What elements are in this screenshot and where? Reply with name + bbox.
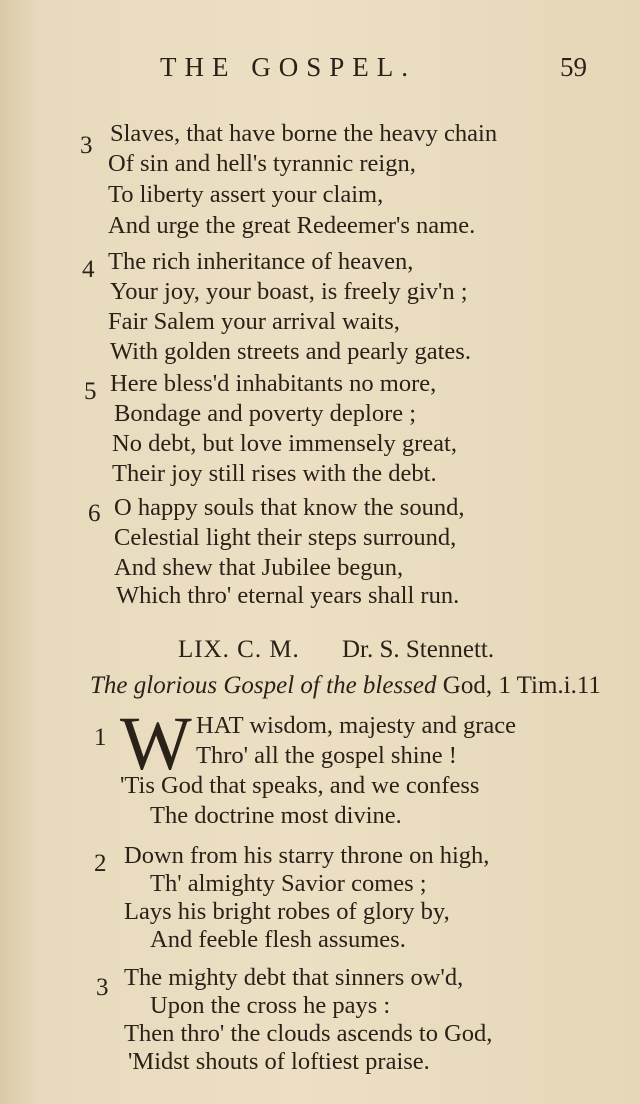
verse-line: Of sin and hell's tyrannic reign,	[108, 150, 416, 177]
scripture-citation: God, 1 Tim.i.11	[436, 672, 601, 699]
verse-line: 'Midst shouts of loftiest praise.	[128, 1048, 430, 1075]
verse-line: To liberty assert your claim,	[108, 181, 384, 208]
stanza-number: 5	[84, 378, 97, 405]
hymn-heading	[0, 636, 640, 670]
stanza-number: 3	[80, 132, 93, 159]
verse-line: Your joy, your boast, is freely giv'n ;	[110, 278, 468, 305]
verse-line: Then thro' the clouds ascends to God,	[124, 1020, 493, 1047]
stanza-number: 3	[96, 974, 109, 1001]
verse-line: HAT wisdom, majesty and grace	[196, 712, 517, 739]
verse-line: Th' almighty Savior comes ;	[150, 870, 427, 897]
verse-line: O happy souls that know the sound,	[114, 494, 465, 521]
verse-line: Slaves, that have borne the heavy chain	[110, 120, 498, 147]
drop-cap: W	[120, 702, 192, 786]
page-number: 59	[560, 52, 587, 82]
scripture-text: The glorious Gospel of the blessed	[90, 672, 437, 699]
stanza-number: 2	[94, 850, 107, 877]
stanza-number: 6	[88, 500, 101, 527]
verse-line: Celestial light their steps surround,	[114, 524, 457, 551]
stanza-number: 1	[94, 724, 107, 751]
verse-line: Their joy still rises with the debt.	[112, 460, 437, 487]
verse-line: 'Tis God that speaks, and we confess	[120, 772, 480, 799]
stanza-number: 4	[82, 256, 95, 283]
page-header	[0, 52, 640, 92]
verse-line: And shew that Jubilee begun,	[114, 554, 404, 581]
verse-line: Fair Salem your arrival waits,	[108, 308, 400, 335]
verse-line: Here bless'd inhabitants no more,	[110, 370, 437, 397]
verse-line: No debt, but love immensely great,	[112, 430, 457, 457]
verse-line: The rich inheritance of heaven,	[108, 248, 414, 275]
verse-line: With golden streets and pearly gates.	[110, 338, 471, 365]
verse-line: The doctrine most divine.	[150, 802, 402, 829]
verse-line: And urge the great Redeemer's name.	[108, 212, 476, 239]
verse-line: Lays his bright robes of glory by,	[124, 898, 450, 925]
verse-line: Bondage and poverty deplore ;	[114, 400, 417, 427]
scripture-reference	[90, 672, 630, 706]
verse-line: And feeble flesh assumes.	[150, 926, 406, 953]
verse-line: The mighty debt that sinners ow'd,	[124, 964, 464, 991]
hymn-number: LIX. C. M.	[178, 636, 300, 663]
verse-line: Upon the cross he pays :	[150, 992, 391, 1019]
verse-line: Which thro' eternal years shall run.	[116, 582, 460, 609]
hymn-author: Dr. S. Stennett.	[342, 636, 495, 663]
verse-line: Down from his starry throne on high,	[124, 842, 490, 869]
running-title: THE GOSPEL.	[160, 52, 416, 82]
verse-line: Thro' all the gospel shine !	[196, 742, 457, 769]
